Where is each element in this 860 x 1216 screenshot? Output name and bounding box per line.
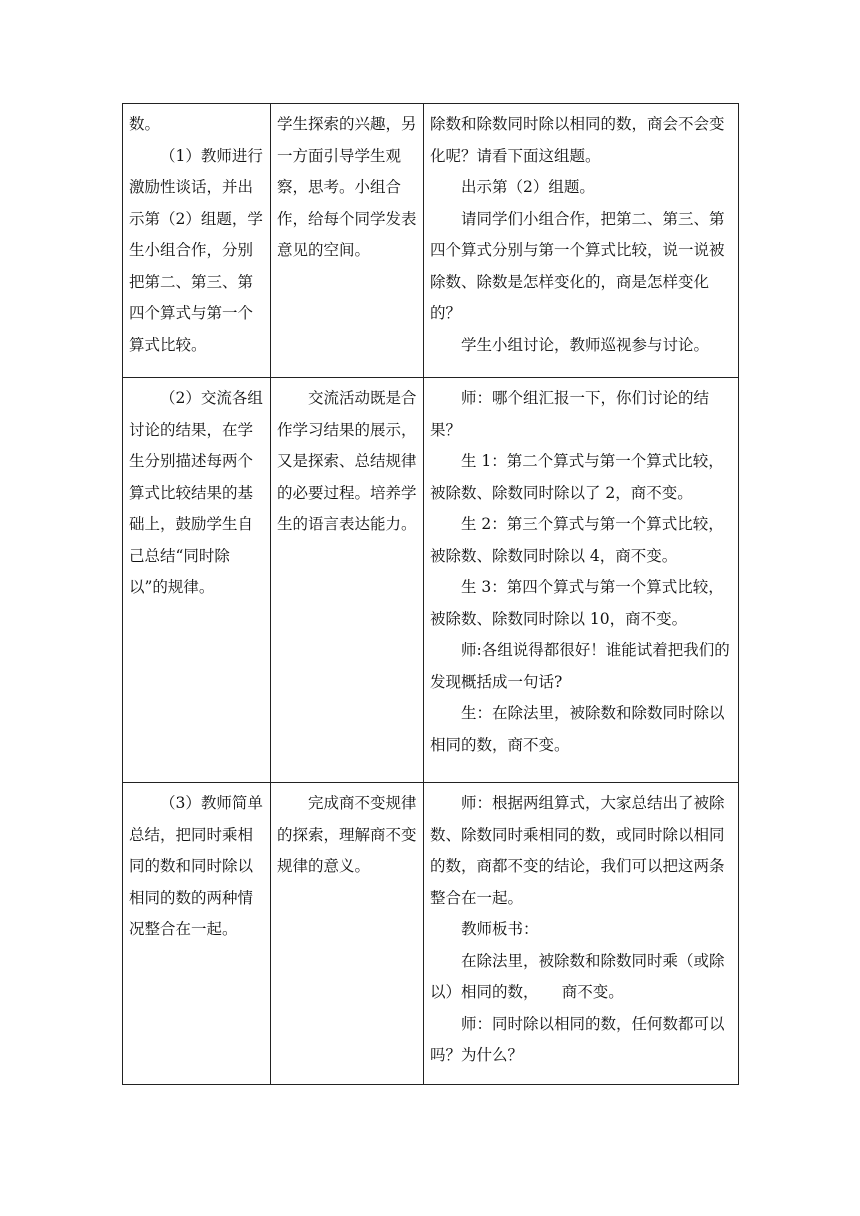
paragraph: 生：在除法里，被除数和除数同时除以相同的数，商不变。: [430, 704, 725, 754]
paragraph: 生 1：第二个算式与第一个算式比较，被除数、除数同时除以了 2，商不变。: [430, 452, 724, 502]
teacher-activity-cell: [123, 104, 271, 378]
paragraph: 请同学们小组合作，把第二、第三、第四个算式分别与第一个算式比较，说一说被除数、除数是怎样变化的，商是怎样变化的？: [430, 209, 725, 322]
teacher-activity-cell: [123, 783, 271, 1085]
paragraph: 学生探索的兴趣，另一方面引导学生观察，思考。小组合作，给每个同学发表意见的空间。: [277, 115, 417, 259]
lesson-plan-table: [122, 103, 739, 1085]
paragraph: 数。: [129, 115, 161, 133]
design-intent-cell: [271, 783, 424, 1085]
teaching-process-cell: [424, 783, 739, 1085]
paragraph: （2）交流各组讨论的结果，在学生分别描述每两个算式比较结果的基础上，鼓励学生自己总结“同时除以”的规律。: [129, 389, 263, 596]
paragraph: 生 2：第三个算式与第一个算式比较，被除数、除数同时除以 4，商不变。: [430, 515, 724, 565]
paragraph: 学生小组讨论，教师巡视参与讨论。: [461, 335, 710, 354]
paragraph: 教师板书：: [461, 920, 539, 938]
paragraph: 完成商不变规律的探索，理解商不变规律的意义。: [277, 794, 417, 875]
paragraph: 师：同时除以相同的数，任何数都可以吗？为什么？: [430, 1014, 725, 1064]
design-intent-cell: [271, 104, 424, 378]
paragraph: 师：哪个组汇报一下，你们讨论的结果？: [430, 389, 710, 439]
paragraph: 在除法里，被除数和除数同时乘（或除以）相同的数， 商不变。: [430, 951, 725, 1001]
paragraph: （1）教师进行激励性谈话，并出示第（2）组题，学生小组合作，分别把第二、第三、第四个算式与第一个算式比较。: [129, 146, 263, 354]
paragraph: 除数和除数同时除以相同的数，商会不会变化呢？请看下面这组题。: [430, 115, 725, 165]
design-intent-cell: [271, 378, 424, 783]
paragraph: 交流活动既是合作学习结果的展示，又是探索、总结规律的必要过程。培养学生的语言表达能力。: [277, 389, 417, 533]
table-row: [123, 783, 739, 1085]
paragraph: 师:各组说得都很好！谁能试着把我们的发现概括成一句话?: [430, 641, 730, 691]
teaching-process-cell: [424, 378, 739, 783]
teaching-process-cell: [424, 104, 739, 378]
teacher-activity-cell: [123, 378, 271, 783]
paragraph: 生 3：第四个算式与第一个算式比较，被除数、除数同时除以 10，商不变。: [430, 578, 724, 628]
paragraph: 师：根据两组算式，大家总结出了被除数、除数同时乘相同的数，或同时除以相同的数，商都不变的结论，我们可以把这两条整合在一起。: [430, 794, 725, 907]
table-row: [123, 104, 739, 378]
paragraph: （3）教师简单总结，把同时乘相同的数和同时除以相同的数的两种情况整合在一起。: [129, 794, 263, 938]
paragraph: 出示第（2）组题。: [461, 178, 595, 196]
table-row: [123, 378, 739, 783]
